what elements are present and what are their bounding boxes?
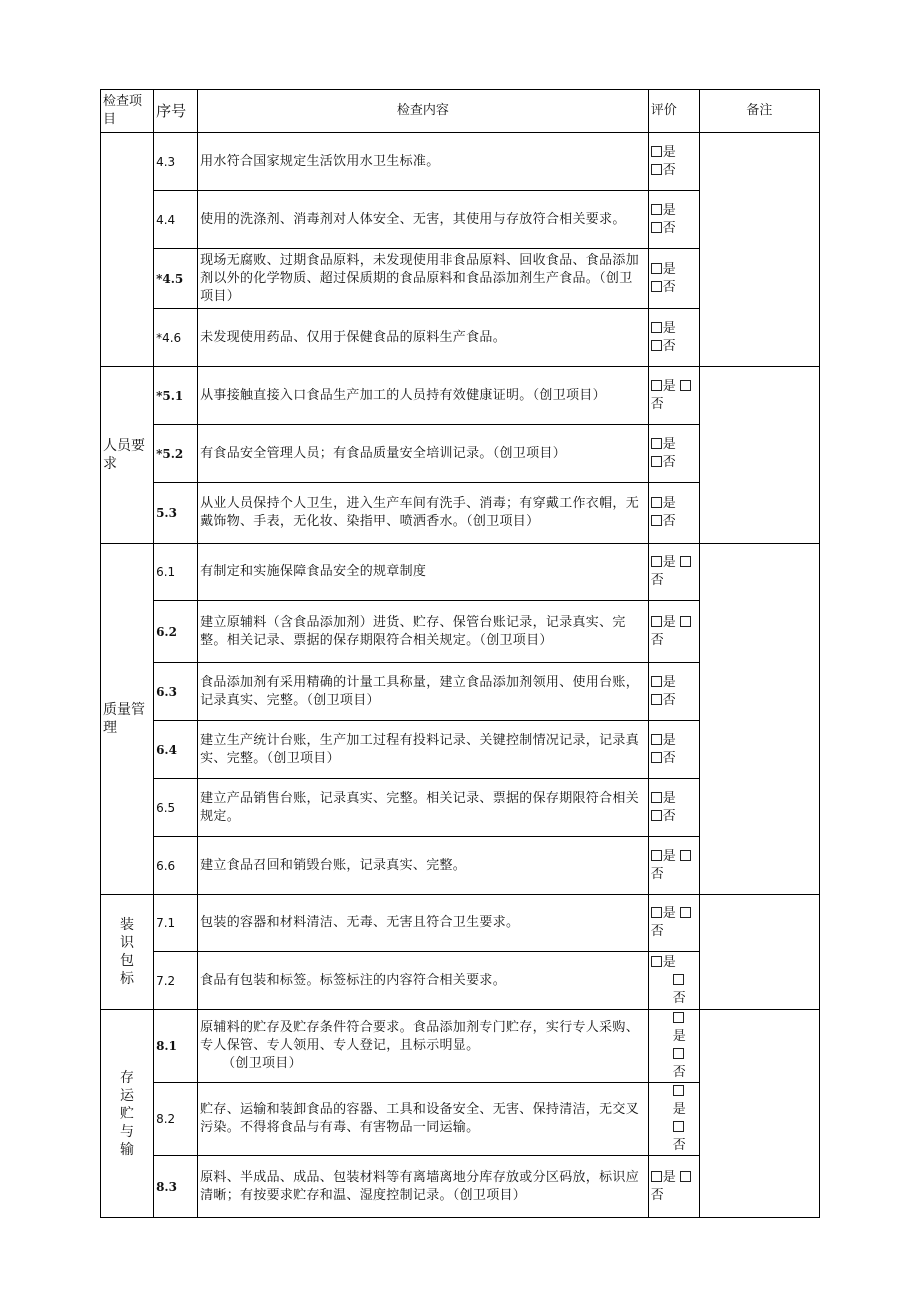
evaluation-options[interactable]: 是 否: [648, 309, 699, 367]
group-label-storage: 存运贮与输: [101, 1010, 154, 1218]
row-number: 6.6: [154, 837, 198, 895]
row-number: *5.1: [154, 367, 198, 425]
checkbox-icon[interactable]: [651, 752, 662, 763]
row-content: 建立生产统计台账，生产加工过程有投料记录、关键控制情况记录，记录真实、完整。（创卫项目）: [198, 721, 649, 779]
row-content: 有食品安全管理人员；有食品质量安全培训记录。（创卫项目）: [198, 425, 649, 483]
header-content: 检查内容: [198, 90, 649, 133]
checkbox-icon[interactable]: [651, 515, 662, 526]
checkbox-icon[interactable]: [673, 974, 684, 985]
checkbox-icon[interactable]: [680, 556, 691, 567]
row-content: 建立产品销售台账，记录真实、完整。相关记录、票据的保存期限符合相关规定。: [198, 779, 649, 837]
checkbox-icon[interactable]: [651, 810, 662, 821]
row-content: 贮存、运输和装卸食品的容器、工具和设备安全、无害、保持清洁，无交叉污染。不得将食品与有毒、有害物品一同运输。: [198, 1083, 649, 1156]
evaluation-options[interactable]: 是 否: [648, 1010, 699, 1083]
row-content: 食品有包装和标签。标签标注的内容符合相关要求。: [198, 952, 649, 1010]
evaluation-options[interactable]: 是 否: [648, 721, 699, 779]
row-number: 6.3: [154, 663, 198, 721]
evaluation-options[interactable]: 是 否: [648, 1083, 699, 1156]
checkbox-icon[interactable]: [651, 340, 662, 351]
evaluation-options[interactable]: 是 否: [648, 663, 699, 721]
note-cell[interactable]: [699, 1010, 819, 1218]
group-label-quality: 质量管理: [101, 544, 154, 895]
checkbox-icon[interactable]: [680, 907, 691, 918]
note-cell[interactable]: [699, 895, 819, 1010]
checkbox-icon[interactable]: [651, 146, 662, 157]
checkbox-icon[interactable]: [651, 792, 662, 803]
checkbox-icon[interactable]: [673, 1012, 684, 1023]
row-content: 食品添加剂有采用精确的计量工具称量，建立食品添加剂领用、使用台账，记录真实、完整。（创卫项目）: [198, 663, 649, 721]
header-no: 序号: [154, 90, 198, 133]
checkbox-icon[interactable]: [651, 956, 662, 967]
evaluation-options[interactable]: 是 否: [648, 779, 699, 837]
evaluation-options[interactable]: 是 否: [648, 895, 699, 952]
evaluation-options[interactable]: 是 否: [648, 191, 699, 249]
note-cell[interactable]: [699, 133, 819, 367]
evaluation-options[interactable]: 是 否: [648, 544, 699, 601]
checkbox-icon[interactable]: [651, 556, 662, 567]
table-row: [101, 1010, 820, 1083]
row-content: 从业人员保持个人卫生，进入生产车间有洗手、消毒；有穿戴工作衣帽，无戴饰物、手表，无化妆、染指甲、喷洒香水。（创卫项目）: [198, 483, 649, 544]
row-number: 6.4: [154, 721, 198, 779]
table-row: [101, 544, 820, 601]
checkbox-icon[interactable]: [651, 281, 662, 292]
row-number: 8.1: [154, 1010, 198, 1083]
row-number: 6.5: [154, 779, 198, 837]
checkbox-icon[interactable]: [680, 1171, 691, 1182]
evaluation-options[interactable]: 是 否: [648, 952, 699, 1010]
row-number: *4.5: [154, 249, 198, 309]
row-number: *5.2: [154, 425, 198, 483]
checkbox-icon[interactable]: [651, 456, 662, 467]
row-content: 包装的容器和材料清洁、无毒、无害且符合卫生要求。: [198, 895, 649, 952]
checkbox-icon[interactable]: [673, 1048, 684, 1059]
row-number: 7.1: [154, 895, 198, 952]
evaluation-options[interactable]: 是 否: [648, 133, 699, 191]
evaluation-options[interactable]: 是 否: [648, 837, 699, 895]
row-number: 4.3: [154, 133, 198, 191]
row-number: 6.2: [154, 601, 198, 663]
row-content: 从事接触直接入口食品生产加工的人员持有效健康证明。（创卫项目）: [198, 367, 649, 425]
row-number: 6.1: [154, 544, 198, 601]
row-number: 7.2: [154, 952, 198, 1010]
evaluation-options[interactable]: 是 否: [648, 367, 699, 425]
checkbox-icon[interactable]: [651, 222, 662, 233]
inspection-checklist-table: [100, 89, 820, 1218]
evaluation-options[interactable]: 是 否: [648, 1156, 699, 1218]
row-content: 现场无腐败、过期食品原料，未发现使用非食品原料、回收食品、食品添加剂以外的化学物质、超过保质期的食品原料和食品添加剂生产食品。（创卫项目）: [198, 249, 649, 309]
row-content: 用水符合国家规定生活饮用水卫生标准。: [198, 133, 649, 191]
checkbox-icon[interactable]: [651, 616, 662, 627]
evaluation-options[interactable]: 是 否: [648, 425, 699, 483]
checkbox-icon[interactable]: [651, 263, 662, 274]
checkbox-icon[interactable]: [651, 676, 662, 687]
checkbox-icon[interactable]: [651, 438, 662, 449]
row-number: *4.6: [154, 309, 198, 367]
checkbox-icon[interactable]: [651, 164, 662, 175]
row-number: 8.3: [154, 1156, 198, 1218]
row-content: 未发现使用药品、仅用于保健食品的原料生产食品。: [198, 309, 649, 367]
row-content: 使用的洗涤剂、消毒剂对人体安全、无害，其使用与存放符合相关要求。: [198, 191, 649, 249]
checkbox-icon[interactable]: [673, 1085, 684, 1096]
row-content: 原料、半成品、成品、包装材料等有离墙离地分库存放或分区码放，标识应清晰；有按要求贮存和温、湿度控制记录。（创卫项目）: [198, 1156, 649, 1218]
checkbox-icon[interactable]: [651, 204, 662, 215]
group-label-personnel: 人员要求: [101, 367, 154, 544]
header-item: 检查项目: [101, 90, 154, 133]
row-content: 原辅料的贮存及贮存条件符合要求。食品添加剂专门贮存，实行专人采购、专人保管、专人领用、专人登记，且标示明显。 （创卫项目）: [198, 1010, 649, 1083]
evaluation-options[interactable]: 是 否: [648, 483, 699, 544]
checkbox-icon[interactable]: [651, 694, 662, 705]
table-row: [101, 895, 820, 952]
checkbox-icon[interactable]: [651, 1171, 662, 1182]
evaluation-options[interactable]: 是 否: [648, 249, 699, 309]
checkbox-icon[interactable]: [680, 850, 691, 861]
checkbox-icon[interactable]: [651, 907, 662, 918]
row-content: 建立食品召回和销毁台账，记录真实、完整。: [198, 837, 649, 895]
row-number: 5.3: [154, 483, 198, 544]
row-content: 有制定和实施保障食品安全的规章制度: [198, 544, 649, 601]
group-label-packaging: 装识包标: [101, 895, 154, 1010]
header-evaluation: 评价: [648, 90, 699, 133]
checkbox-icon[interactable]: [680, 616, 691, 627]
checkbox-icon[interactable]: [651, 850, 662, 861]
table-row: [101, 133, 820, 191]
checkbox-icon[interactable]: [651, 497, 662, 508]
row-number: 8.2: [154, 1083, 198, 1156]
header-row: [101, 90, 820, 133]
note-cell[interactable]: [699, 544, 819, 895]
row-number: 4.4: [154, 191, 198, 249]
checkbox-icon[interactable]: [651, 380, 662, 391]
row-content: 建立原辅料（含食品添加剂）进货、贮存、保管台账记录，记录真实、完整。相关记录、票据的保存期限符合相关规定。（创卫项目）: [198, 601, 649, 663]
checkbox-icon[interactable]: [651, 734, 662, 745]
header-note: 备注: [699, 90, 819, 133]
checkbox-icon[interactable]: [680, 380, 691, 391]
evaluation-options[interactable]: 是 否: [648, 601, 699, 663]
group-cell-continued: [101, 133, 154, 367]
note-cell[interactable]: [699, 367, 819, 544]
checkbox-icon[interactable]: [673, 1121, 684, 1132]
checkbox-icon[interactable]: [651, 322, 662, 333]
table-row: [101, 367, 820, 425]
